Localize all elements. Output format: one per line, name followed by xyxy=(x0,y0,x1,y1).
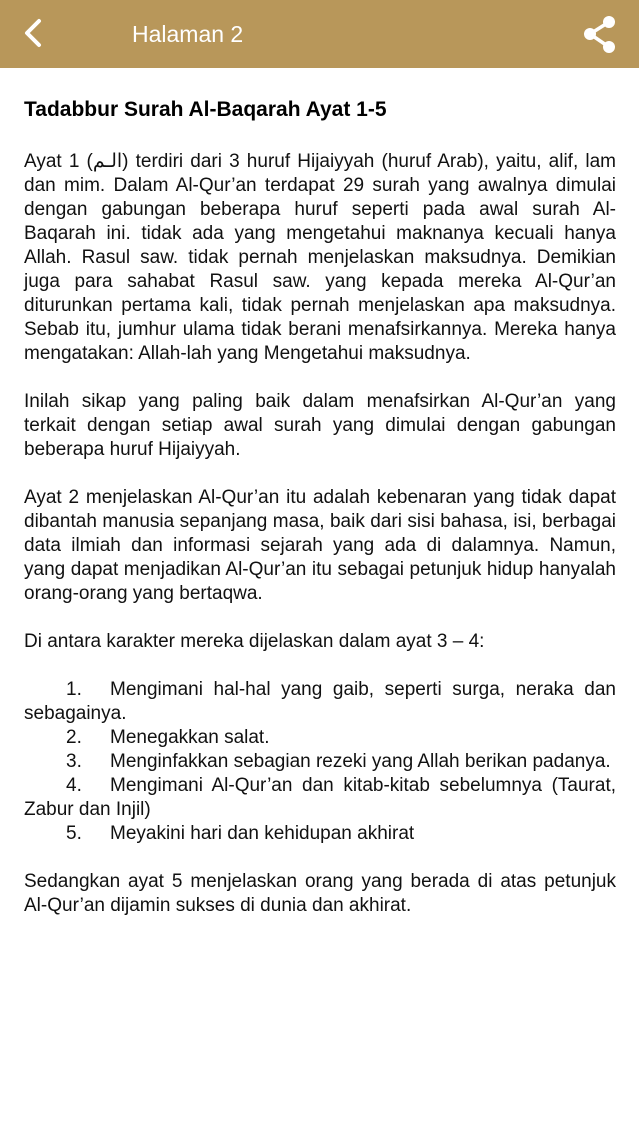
paragraph: Ayat 2 menjelaskan Al-Qur’an itu adalah kebenaran yang tidak dapat dibantah manusia sepanjang masa, baik dari sisi bahasa, isi, berbagai data ilmiah dan informasi sejarah yang ada di dalamnya. Namun, yang dapat menjadikan Al-Qur’an itu sebagai petunjuk hidup hanyalah orang-orang yang bertaqwa. xyxy=(24,487,616,604)
page-title: Halaman 2 xyxy=(132,21,244,47)
list-text: Menginfakkan sebagian rezeki yang Allah berikan padanya. xyxy=(110,751,611,772)
list-number: 3. xyxy=(66,751,82,772)
closing-paragraph: Sedangkan ayat 5 menjelaskan orang yang berada di atas petunjuk Al-Qur’an dijamin sukses di dunia dan akhirat. xyxy=(24,871,616,916)
numbered-list xyxy=(24,678,616,846)
list-number: 5. xyxy=(66,823,82,844)
list-item xyxy=(24,822,616,846)
list-item xyxy=(24,774,616,822)
paragraph: Ayat 1 (الـم) terdiri dari 3 huruf Hijaiyyah (huruf Arab), yaitu, alif, lam dan mim. Dalam Al-Qur’an terdapat 29 surah yang awalnya dimulai dengan gabungan beberapa huruf seperti pada awal surah Al-Baqarah ini. tidak ada yang mengetahui maknanya kecuali hanya Allah. Rasul saw. tidak pernah menjelaskan maksudnya. Demikian juga para sahabat Rasul saw. yang kepada mereka Al-Qur’an diturunkan pertama kali, tidak pernah menjelaskan apa maksudnya. Sebab itu, jumhur ulama tidak berani menafsirkannya. Mereka hanya mengatakan: Allah-lah yang Mengetahui maksudnya. xyxy=(24,151,616,364)
chevron-left-icon xyxy=(14,13,54,53)
list-number: 1. xyxy=(66,679,82,700)
share-icon xyxy=(578,13,622,57)
list-number: 4. xyxy=(66,775,82,796)
list-text: Meyakini hari dan kehidupan akhirat xyxy=(110,823,415,844)
share-button[interactable] xyxy=(578,13,622,57)
article-heading: Tadabbur Surah Al-Baqarah Ayat 1-5 xyxy=(24,98,387,121)
list-text: Mengimani hal-hal yang gaib, seperti surga, neraka dan sebagainya. xyxy=(24,679,616,724)
list-item xyxy=(24,678,616,726)
article-content xyxy=(24,96,616,942)
list-number: 2. xyxy=(66,727,82,748)
navigation-bar xyxy=(0,0,639,68)
list-item xyxy=(24,750,616,774)
list-item xyxy=(24,726,616,750)
list-text: Mengimani Al-Qur’an dan kitab-kitab sebelumnya (Taurat, Zabur dan Injil) xyxy=(24,775,616,820)
paragraph: Inilah sikap yang paling baik dalam menafsirkan Al-Qur’an yang terkait dengan setiap awal surah yang dimulai dengan gabungan beberapa huruf Hijaiyyah. xyxy=(24,391,616,460)
paragraph: Di antara karakter mereka dijelaskan dalam ayat 3 – 4: xyxy=(24,631,485,652)
back-button[interactable] xyxy=(14,13,54,53)
list-text: Menegakkan salat. xyxy=(110,727,270,748)
